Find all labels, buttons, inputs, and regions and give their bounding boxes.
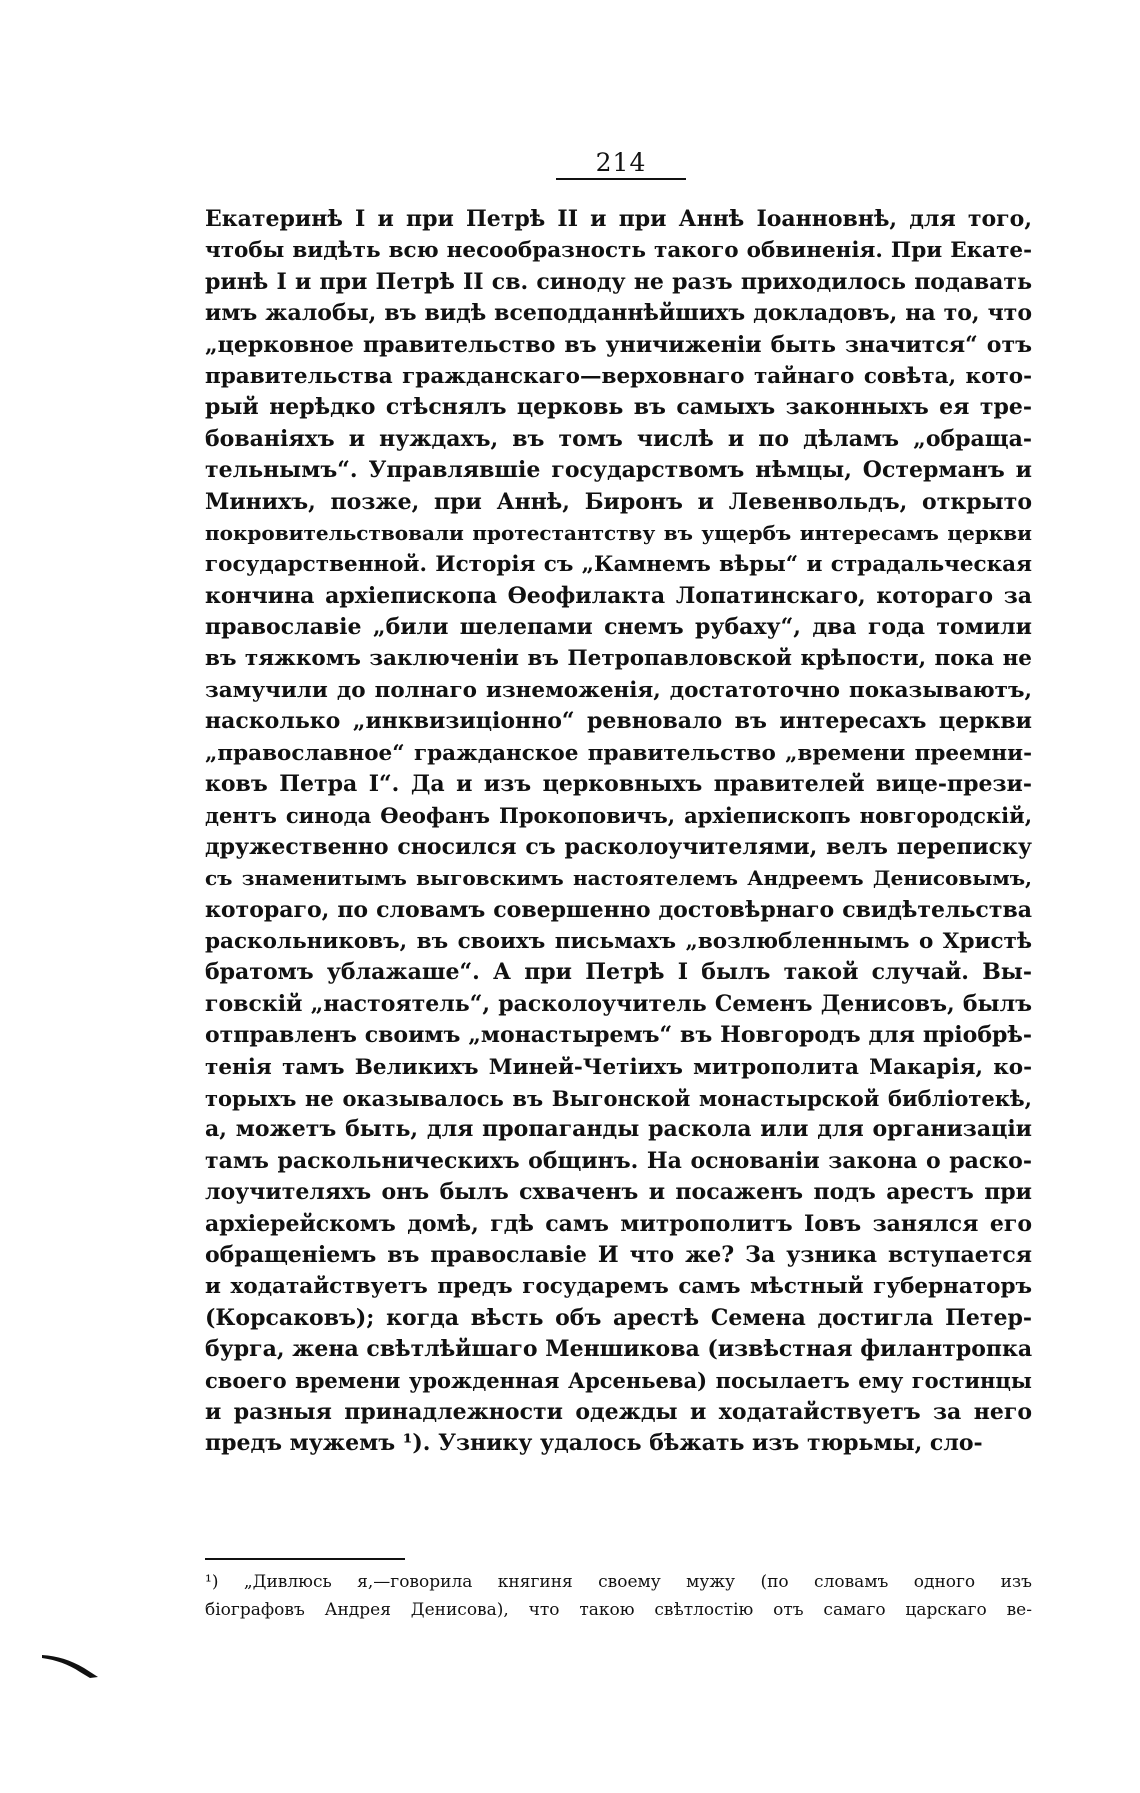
text-line: ринѣ I и при Петрѣ II св. синоду не разъ приходилось подавать: [205, 268, 1032, 295]
text-line: тельнымъ“. Управлявшіе государствомъ нѣмцы, Остерманъ и: [205, 457, 1032, 484]
footnote-rule: [205, 1558, 405, 1560]
text-line: лоучителяхъ онъ былъ схваченъ и посаженъ подъ арестъ при: [205, 1179, 1032, 1206]
text-line: замучили до полнаго изнеможенія, достатоточно показываютъ,: [205, 677, 1032, 703]
page-number-rule: [556, 178, 686, 180]
text-line: кончина архіепископа Ѳеофилакта Лопатинскаго, котораго за: [205, 582, 1032, 609]
text-line: раскольниковъ, въ своихъ письмахъ „возлюбленнымъ о Христѣ: [205, 928, 1032, 954]
text-line: предъ мужемъ ¹). Узнику удалось бѣжать изъ тюрьмы, сло-: [205, 1430, 983, 1457]
footnote-line: біографовъ Андрея Денисова), что такою свѣтлостію отъ самаго царскаго ве-: [205, 1600, 1032, 1620]
text-line: своего времени урожденная Арсеньева) посылаетъ ему гостинцы: [205, 1368, 1032, 1394]
text-line: имъ жалобы, въ видѣ всеподданнѣйшихъ докладовъ, на то, что: [205, 300, 1032, 327]
text-line: тамъ раскольническихъ общинъ. На основаніи закона о раско-: [205, 1147, 1032, 1174]
text-line: архіерейскомъ домѣ, гдѣ самъ митрополитъ Іовъ занялся его: [205, 1210, 1032, 1237]
margin-mark: [40, 1650, 102, 1680]
text-line: и разныя принадлежности одежды и ходатайствуетъ за него: [205, 1398, 1032, 1425]
text-line: (Корсаковъ); когда вѣсть объ арестѣ Семена достигла Петер-: [205, 1304, 1032, 1331]
text-line: „православное“ гражданское правительство „времени преемни-: [205, 740, 1032, 766]
text-line: государственной. Исторія съ „Камнемъ вѣры“ и страдальческая: [205, 552, 1032, 578]
text-line: а, можетъ быть, для пропаганды раскола или для организаціи: [205, 1116, 1032, 1143]
text-line: съ знаменитымъ выговскимъ настоятелемъ Андреемъ Денисовымъ,: [205, 866, 1032, 891]
text-line: покровительствовали протестантству въ ущербъ интересамъ церкви: [205, 520, 1032, 545]
text-line: бованіяхъ и нуждахъ, въ томъ числѣ и по дѣламъ „обраща-: [205, 425, 1032, 452]
footnotes: [205, 1568, 1032, 1624]
text-line: котораго, по словамъ совершенно достовѣрнаго свидѣтельства: [205, 896, 1032, 923]
text-line: торыхъ не оказывалось въ Выгонской монастырской библіотекѣ,: [205, 1085, 1032, 1111]
text-line: Екатеринѣ I и при Петрѣ II и при Аннѣ Іоанновнѣ, для того,: [205, 206, 1032, 232]
body-text: [205, 204, 1032, 1460]
text-line: отправленъ своимъ „монастыремъ“ въ Новгородъ для пріобрѣ-: [205, 1022, 1032, 1049]
page-number: 214: [595, 148, 647, 177]
text-line: говскій „настоятель“, расколоучитель Семенъ Денисовъ, былъ: [205, 990, 1032, 1017]
text-line: тенія тамъ Великихъ Миней-Четіихъ митрополита Макарія, ко-: [205, 1054, 1032, 1080]
text-line: дентъ синода Ѳеофанъ Прокоповичъ, архіепископъ новгородскій,: [205, 803, 1032, 829]
text-line: ковъ Петра I“. Да и изъ церковныхъ правителей вице-прези-: [205, 771, 1032, 798]
text-line: правительства гражданскаго—верховнаго тайнаго совѣта, кото-: [205, 363, 1032, 389]
text-line: рый нерѣдко стѣснялъ церковь въ самыхъ законныхъ ея тре-: [205, 394, 1032, 421]
text-line: чтобы видѣть всю несообразность такого обвиненія. При Екате-: [205, 238, 1032, 264]
text-line: Минихъ, позже, при Аннѣ, Биронъ и Левенвольдъ, открыто: [205, 488, 1032, 515]
text-line: бурга, жена свѣтлѣйшаго Меншикова (извѣстная филантропка: [205, 1336, 1033, 1363]
text-line: дружественно сносился съ расколоучителями, велъ переписку: [205, 833, 1032, 860]
text-line: насколько „инквизиціонно“ ревновало въ интересахъ церкви: [205, 708, 1032, 735]
text-line: братомъ ублажаше“. А при Петрѣ I былъ такой случай. Вы-: [205, 959, 1032, 986]
text-line: въ тяжкомъ заключеніи въ Петропавловской крѣпости, пока не: [205, 646, 1032, 672]
text-line: и ходатайствуетъ предъ государемъ самъ мѣстный губернаторъ: [205, 1274, 1032, 1300]
text-line: обращеніемъ въ православіе И что же? За узника вступается: [205, 1241, 1032, 1268]
footnote-line: ¹) „Дивлюсь я,—говорила княгиня своему мужу (по словамъ одного изъ: [205, 1572, 1032, 1592]
text-line: православіе „били шелепами снемъ рубаху“, два года томили: [205, 614, 1032, 641]
text-line: „церковное правительство въ уничиженіи быть значится“ отъ: [205, 331, 1032, 358]
